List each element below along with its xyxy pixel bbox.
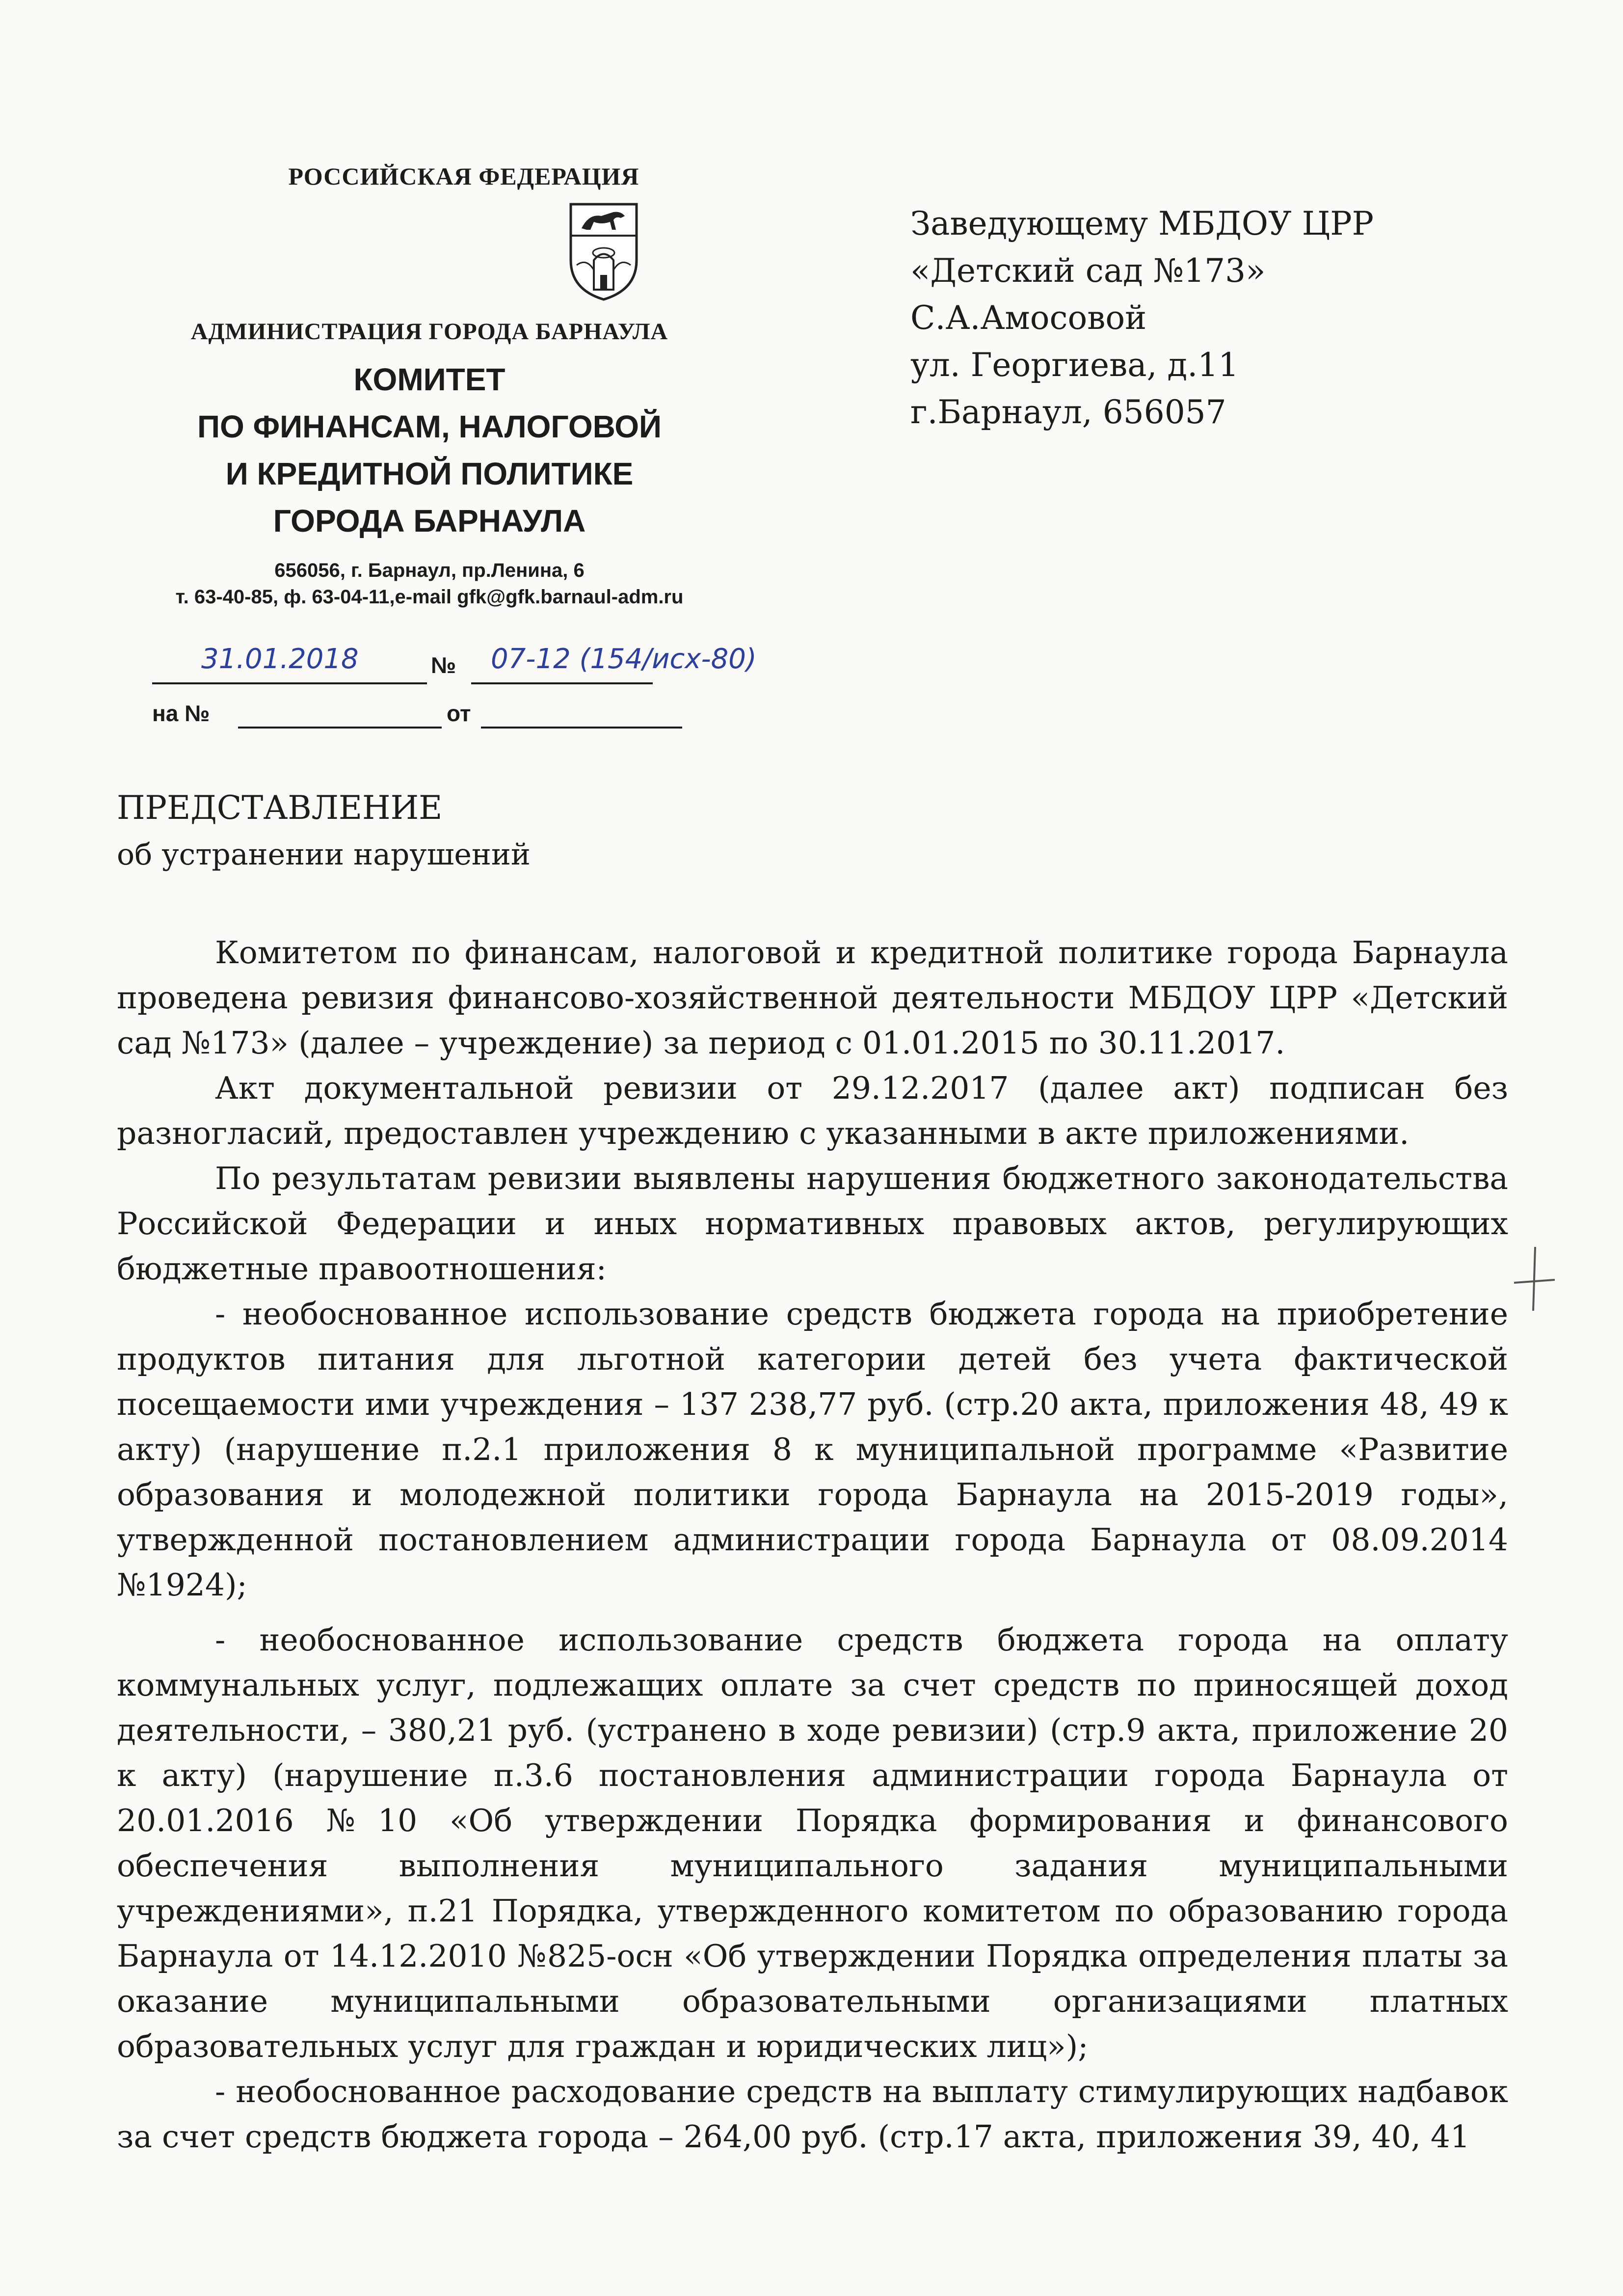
reference-line <box>147 696 712 730</box>
body-paragraph: Акт документальной ревизии от 29.12.2017 (далее акт) подписан без разногласий, предоставлен учреждению с указанными в акте приложениями. <box>117 1070 1508 1151</box>
addressee-line: ул. Георгиева, д.11 <box>910 346 1239 384</box>
addressee-line: г.Барнаул, 656057 <box>910 393 1226 431</box>
addressee-block <box>910 200 1374 436</box>
committee-line: ПО ФИНАНСАМ, НАЛОГОВОЙ <box>197 409 662 444</box>
from-underline <box>481 727 682 729</box>
letterhead <box>98 162 761 610</box>
body-paragraph: По результатам ревизии выявлены нарушения бюджетного законодательства Российской Федерации и иных нормативных правовых актов, регулирующих бюджетные правоотношения: <box>117 1161 1508 1287</box>
body-paragraph: - необоснованное расходование средств на выплату стимулирующих надбавок за счет средств бюджета города – 264,00 руб. (стр.17 акта, приложения 39, 40, 41 <box>117 2074 1508 2155</box>
from-label: от <box>447 701 471 726</box>
number-underline <box>471 682 653 684</box>
barnaul-coat-of-arms-icon <box>567 201 640 302</box>
letterhead-committee <box>98 356 761 544</box>
body-paragraph: - необоснованное использование средств бюджета города на приобретение продуктов питания для льготной категории детей без учета фактической посещаемости ими учреждения – 137 238,77 руб. (стр.20 акта, приложения 48, 49 к акту) (нарушение п.2.1 приложения 8 к муниципальной программе «Развитие образования и молодежной политики города Барнаула на 2015-2019 годы», утвержденной постановлением администрации города Барнаула от 08.09.2014 №1924); <box>117 1296 1508 1603</box>
reference-underline <box>238 727 442 729</box>
registration-date: 31.01.2018 <box>201 643 359 675</box>
registration-line <box>147 643 859 686</box>
document-subtitle: об устранении нарушений <box>117 837 531 872</box>
body-paragraph: - необоснованное использование средств бюджета города на оплату коммунальных услуг, подлежащих оплате за счет средств по приносящей доход деятельности, – 380,21 руб. (устранено в ходе ревизии) (стр.9 акта, приложение 20 к акту) (нарушение п.3.6 постановления администрации города Барнаула от 20.01.2016 №10 «Об утверждении Порядка формирования и финансового обеспечения выполнения муниципального задания муниципальными учреждениями», п.21 Порядка, утвержденного комитетом по образованию города Барнаула от 14.12.2010 №825-осн «Об утверждении Порядка определения платы за оказание муниципальными образовательными организациями платных образовательных услуг для граждан и юридических лиц»); <box>117 1622 1508 2064</box>
date-underline <box>152 682 427 684</box>
margin-plus-mark <box>1512 1244 1556 1313</box>
committee-line: КОМИТЕТ <box>353 362 506 397</box>
addressee-line: С.А.Амосовой <box>910 299 1147 337</box>
document-title: ПРЕДСТАВЛЕНИЕ <box>117 789 443 827</box>
letterhead-country: РОССИЙСКАЯ ФЕДЕРАЦИЯ <box>288 162 639 190</box>
body-paragraph: Комитетом по финансам, налоговой и кредитной политике города Барнаула проведена ревизия финансово-хозяйственной деятельности МБДОУ ЦРР «Детский сад №173» (далее – учреждение) за период с 01.01.2015 по 30.11.2017. <box>117 935 1508 1061</box>
addressee-line: «Детский сад №173» <box>910 252 1266 290</box>
letterhead-address: 656056, г. Барнаул, пр.Ленина, 6 <box>274 560 585 581</box>
number-label: № <box>431 652 456 678</box>
letterhead-administration: АДМИНИСТРАЦИЯ ГОРОДА БАРНАУЛА <box>190 319 668 345</box>
registration-number: 07-12 (154/исх-80) <box>491 643 757 675</box>
addressee-line: Заведующему МБДОУ ЦРР <box>910 205 1374 243</box>
committee-line: И КРЕДИТНОЙ ПОЛИТИКЕ <box>225 456 634 491</box>
letterhead-contacts: т. 63-40-85, ф. 63-04-11,e-mail gfk@gfk.barnaul-adm.ru <box>175 586 684 608</box>
document-body <box>117 930 1508 2160</box>
committee-line: ГОРОДА БАРНАУЛА <box>273 503 586 539</box>
reference-label: на № <box>152 701 210 726</box>
